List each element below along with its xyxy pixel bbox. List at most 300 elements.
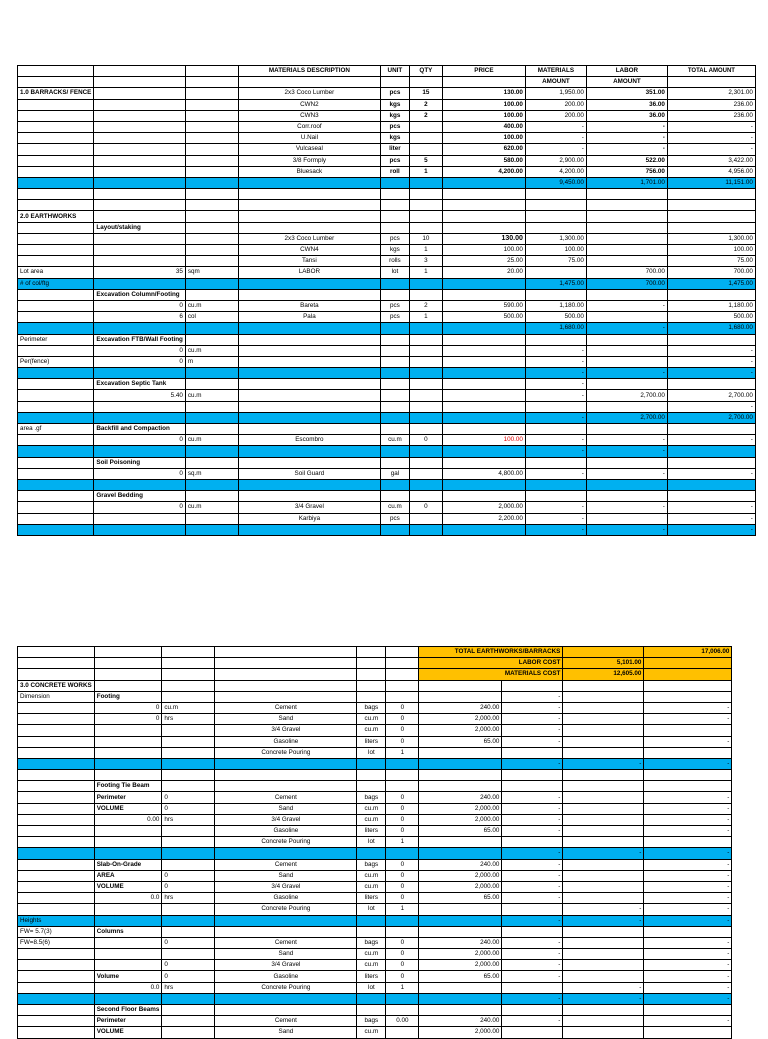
empty-cell[interactable] [215,669,357,680]
empty-cell[interactable] [215,647,357,658]
qty-cell[interactable] [409,200,442,211]
price-cell[interactable]: 2,000.00 [419,881,502,892]
materials-amount-cell[interactable]: 4,200.00 [525,166,586,177]
sub-item-cell[interactable] [94,245,186,256]
qty-input-cell[interactable] [185,289,238,300]
labor-amount-cell[interactable] [563,1016,644,1027]
total-amount-cell[interactable]: - [644,870,732,881]
description-cell[interactable]: Bareta [238,300,380,311]
unit-cell[interactable]: cu.m [357,725,386,736]
sub-item-cell[interactable] [94,680,162,691]
sub-item-cell[interactable] [94,937,162,948]
unit-cell[interactable] [380,524,409,535]
column-header[interactable] [409,77,442,88]
labor-amount-cell[interactable]: 522.00 [586,155,667,166]
labor-amount-cell[interactable]: - [586,121,667,132]
unit-cell[interactable] [380,345,409,356]
materials-amount-cell[interactable]: - [502,870,563,881]
sub-item-cell[interactable] [94,99,186,110]
sub-item-cell[interactable] [94,758,162,769]
item-cell[interactable] [18,803,95,814]
materials-amount-cell[interactable]: - [502,736,563,747]
unit-cell[interactable]: cu.m [357,803,386,814]
qty-input-cell[interactable]: 0 [162,792,215,803]
labor-amount-cell[interactable] [563,714,644,725]
labor-amount-cell[interactable] [563,971,644,982]
sub-item-cell[interactable]: Excavation Column/Footing [94,289,186,300]
sub-item-cell[interactable]: 0 [94,356,186,367]
materials-amount-cell[interactable]: - [525,468,586,479]
materials-amount-cell[interactable] [525,189,586,200]
materials-amount-cell[interactable] [502,837,563,848]
total-amount-cell[interactable]: - [667,435,755,446]
price-cell[interactable] [442,390,525,401]
qty-cell[interactable] [409,278,442,289]
unit-cell[interactable] [380,424,409,435]
qty-input-cell[interactable] [162,691,215,702]
unit-cell[interactable] [380,211,409,222]
sub-item-cell[interactable] [94,211,186,222]
unit-cell[interactable] [357,691,386,702]
description-cell[interactable] [238,390,380,401]
unit-cell[interactable] [380,189,409,200]
labor-amount-cell[interactable] [586,491,667,502]
description-cell[interactable] [238,368,380,379]
item-cell[interactable] [18,747,95,758]
labor-amount-cell[interactable] [563,747,644,758]
total-amount-cell[interactable]: 700.00 [667,267,755,278]
labor-amount-cell[interactable] [586,289,667,300]
item-cell[interactable] [18,312,94,323]
price-cell[interactable]: 2,000.00 [419,949,502,960]
description-cell[interactable] [238,289,380,300]
price-cell[interactable] [442,479,525,490]
sub-item-cell[interactable] [94,915,162,926]
total-amount-cell[interactable] [644,680,732,691]
materials-amount-cell[interactable] [502,781,563,792]
item-cell[interactable]: Perimeter [18,334,94,345]
unit-cell[interactable] [380,356,409,367]
column-header[interactable] [185,77,238,88]
item-cell[interactable] [18,479,94,490]
price-cell[interactable]: 620.00 [442,144,525,155]
materials-amount-cell[interactable]: - [502,881,563,892]
description-cell[interactable]: Concrete Pouring [215,837,357,848]
total-amount-cell[interactable]: - [644,848,732,859]
sub-item-cell[interactable] [94,412,186,423]
item-cell[interactable] [18,982,95,993]
price-cell[interactable]: 65.00 [419,971,502,982]
sub-item-cell[interactable] [94,144,186,155]
labor-amount-cell[interactable]: - [563,982,644,993]
description-cell[interactable]: Concrete Pouring [215,747,357,758]
price-cell[interactable] [442,177,525,188]
price-cell[interactable]: 2,000.00 [419,803,502,814]
description-cell[interactable]: Escombro [238,435,380,446]
qty-cell[interactable] [409,334,442,345]
materials-amount-cell[interactable]: - [525,513,586,524]
sub-item-cell[interactable]: Layout/staking [94,222,186,233]
qty-input-cell[interactable] [185,200,238,211]
empty-cell[interactable] [357,658,386,669]
sub-item-cell[interactable] [94,121,186,132]
labor-amount-cell[interactable] [563,736,644,747]
qty-cell[interactable]: 15 [409,88,442,99]
price-cell[interactable]: 2,000.00 [442,502,525,513]
materials-amount-cell[interactable]: 100.00 [525,245,586,256]
price-cell[interactable]: 130.00 [442,233,525,244]
labor-amount-cell[interactable] [586,513,667,524]
sub-item-cell[interactable]: Volume [94,971,162,982]
total-amount-cell[interactable]: 1,180.00 [667,300,755,311]
unit-cell[interactable]: cu.m [357,1027,386,1038]
qty-input-cell[interactable] [162,1016,215,1027]
empty-cell[interactable] [162,669,215,680]
labor-amount-cell[interactable] [563,725,644,736]
price-cell[interactable]: 2,000.00 [419,870,502,881]
total-amount-cell[interactable]: - [644,803,732,814]
price-cell[interactable]: 4,800.00 [442,468,525,479]
labor-amount-cell[interactable] [563,1027,644,1038]
description-cell[interactable]: Gasoline [215,971,357,982]
column-header[interactable] [94,66,186,77]
description-cell[interactable]: Sand [215,714,357,725]
qty-input-cell[interactable] [185,457,238,468]
unit-cell[interactable]: cu.m [357,960,386,971]
total-amount-cell[interactable] [667,479,755,490]
unit-cell[interactable] [380,368,409,379]
column-header[interactable] [238,77,380,88]
total-amount-cell[interactable] [644,837,732,848]
materials-amount-cell[interactable]: 200.00 [525,99,586,110]
qty-input-cell[interactable] [185,278,238,289]
qty-cell[interactable] [409,345,442,356]
sub-item-cell[interactable]: 0 [94,345,186,356]
labor-amount-cell[interactable] [586,245,667,256]
price-cell[interactable]: 65.00 [419,826,502,837]
unit-cell[interactable]: bags [357,937,386,948]
materials-amount-cell[interactable]: - [525,144,586,155]
description-cell[interactable] [215,758,357,769]
column-header[interactable]: AMOUNT [586,77,667,88]
total-amount-cell[interactable] [644,1005,732,1016]
total-amount-cell[interactable]: - [644,949,732,960]
description-cell[interactable]: Gasoline [215,826,357,837]
price-cell[interactable] [419,1005,502,1016]
qty-cell[interactable]: 2 [409,110,442,121]
total-amount-cell[interactable] [644,691,732,702]
labor-amount-cell[interactable] [563,960,644,971]
total-amount-cell[interactable] [667,222,755,233]
unit-cell[interactable] [357,915,386,926]
labor-amount-cell[interactable] [563,837,644,848]
total-amount-cell[interactable] [667,189,755,200]
materials-amount-cell[interactable] [525,479,586,490]
qty-cell[interactable]: 10 [409,233,442,244]
item-cell[interactable] [18,345,94,356]
item-cell[interactable] [18,971,95,982]
sub-item-cell[interactable] [94,133,186,144]
labor-amount-cell[interactable] [563,702,644,713]
qty-input-cell[interactable]: sqm [185,267,238,278]
materials-amount-cell[interactable]: - [525,502,586,513]
description-cell[interactable]: 2x3 Coco Lumber [238,88,380,99]
qty-input-cell[interactable] [185,155,238,166]
price-cell[interactable] [419,915,502,926]
qty-cell[interactable] [386,781,419,792]
labor-amount-cell[interactable] [563,792,644,803]
sub-item-cell[interactable]: Footing Tie Beam [94,781,162,792]
qty-cell[interactable]: 1 [386,837,419,848]
unit-cell[interactable]: liters [357,971,386,982]
materials-amount-cell[interactable]: - [502,691,563,702]
labor-amount-cell[interactable] [563,691,644,702]
total-amount-cell[interactable] [644,747,732,758]
description-cell[interactable]: Cement [215,702,357,713]
total-amount-cell[interactable]: 1,300.00 [667,233,755,244]
qty-input-cell[interactable] [185,222,238,233]
empty-cell[interactable] [215,658,357,669]
description-cell[interactable]: Sand [215,803,357,814]
sub-item-cell[interactable]: 0.0 [94,893,162,904]
unit-cell[interactable]: cu.m [357,814,386,825]
qty-input-cell[interactable] [185,479,238,490]
empty-cell[interactable] [386,647,419,658]
qty-input-cell[interactable]: m [185,356,238,367]
column-header[interactable] [667,77,755,88]
description-cell[interactable] [238,345,380,356]
item-cell[interactable] [18,245,94,256]
sub-item-cell[interactable]: VOLUME [94,1027,162,1038]
description-cell[interactable]: LABOR [238,267,380,278]
materials-amount-cell[interactable]: - [502,725,563,736]
description-cell[interactable]: Concrete Pouring [215,904,357,915]
qty-input-cell[interactable] [162,826,215,837]
labor-amount-cell[interactable] [586,189,667,200]
description-cell[interactable] [238,379,380,390]
sub-item-cell[interactable] [94,513,186,524]
price-cell[interactable]: 2,000.00 [419,1027,502,1038]
price-cell[interactable]: 590.00 [442,300,525,311]
materials-amount-cell[interactable]: 500.00 [525,312,586,323]
total-amount-cell[interactable]: - [644,915,732,926]
qty-cell[interactable] [409,222,442,233]
price-cell[interactable] [442,278,525,289]
labor-amount-cell[interactable]: - [563,993,644,1004]
unit-cell[interactable] [380,401,409,412]
sub-item-cell[interactable] [94,770,162,781]
sub-item-cell[interactable] [94,479,186,490]
empty-cell[interactable] [386,658,419,669]
labor-amount-cell[interactable] [586,457,667,468]
unit-cell[interactable] [380,379,409,390]
materials-amount-cell[interactable] [525,457,586,468]
item-cell[interactable] [18,121,94,132]
sub-item-cell[interactable]: Perimeter [94,1016,162,1027]
price-cell[interactable]: 2,200.00 [442,513,525,524]
total-amount-cell[interactable] [667,211,755,222]
sub-item-cell[interactable]: 0 [94,300,186,311]
qty-input-cell[interactable] [162,859,215,870]
unit-cell[interactable]: pcs [380,513,409,524]
qty-input-cell[interactable] [162,949,215,960]
item-cell[interactable] [18,870,95,881]
labor-amount-cell[interactable] [563,781,644,792]
price-cell[interactable]: 65.00 [419,736,502,747]
price-cell[interactable] [442,345,525,356]
price-cell[interactable] [442,379,525,390]
labor-amount-cell[interactable] [586,334,667,345]
qty-cell[interactable] [409,513,442,524]
empty-cell[interactable] [162,647,215,658]
total-amount-cell[interactable]: - [644,1016,732,1027]
price-cell[interactable]: 100.00 [442,435,525,446]
materials-amount-cell[interactable]: - [525,368,586,379]
unit-cell[interactable] [357,758,386,769]
qty-input-cell[interactable] [162,837,215,848]
qty-input-cell[interactable]: cu.m [162,702,215,713]
labor-amount-cell[interactable]: 36.00 [586,99,667,110]
sub-item-cell[interactable]: Perimeter [94,792,162,803]
qty-cell[interactable]: 0 [386,971,419,982]
price-cell[interactable]: 4,200.00 [442,166,525,177]
empty-cell[interactable] [18,669,95,680]
labor-amount-cell[interactable] [586,424,667,435]
total-amount-cell[interactable] [667,200,755,211]
total-amount-cell[interactable] [644,1027,732,1038]
sub-item-cell[interactable] [94,736,162,747]
qty-cell[interactable] [409,211,442,222]
materials-amount-cell[interactable] [502,982,563,993]
qty-cell[interactable] [386,926,419,937]
price-cell[interactable] [419,691,502,702]
materials-amount-cell[interactable] [502,747,563,758]
labor-amount-cell[interactable]: - [586,323,667,334]
item-cell[interactable] [18,1027,95,1038]
price-cell[interactable] [419,680,502,691]
qty-cell[interactable]: 0 [386,714,419,725]
sub-item-cell[interactable] [94,88,186,99]
price-cell[interactable] [442,401,525,412]
materials-amount-cell[interactable]: - [502,848,563,859]
column-header[interactable] [94,77,186,88]
qty-input-cell[interactable] [162,926,215,937]
qty-input-cell[interactable]: hrs [162,714,215,725]
qty-input-cell[interactable] [185,491,238,502]
description-cell[interactable] [215,781,357,792]
qty-input-cell[interactable] [162,725,215,736]
sub-item-cell[interactable] [94,155,186,166]
unit-cell[interactable]: gal [380,468,409,479]
qty-cell[interactable]: 0 [386,814,419,825]
sub-item-cell[interactable] [94,256,186,267]
item-cell[interactable]: FW=8.5(6) [18,937,95,948]
labor-amount-cell[interactable] [586,479,667,490]
item-cell[interactable] [18,133,94,144]
price-cell[interactable]: 400.00 [442,121,525,132]
materials-amount-cell[interactable]: 1,180.00 [525,300,586,311]
empty-cell[interactable] [94,658,162,669]
item-cell[interactable]: area .gf [18,424,94,435]
item-cell[interactable] [18,457,94,468]
unit-cell[interactable] [380,200,409,211]
description-cell[interactable] [238,491,380,502]
total-amount-cell[interactable]: 1,680.00 [667,323,755,334]
materials-amount-cell[interactable]: 1,300.00 [525,233,586,244]
labor-amount-cell[interactable]: - [563,904,644,915]
item-cell[interactable] [18,993,95,1004]
price-cell[interactable] [442,289,525,300]
qty-input-cell[interactable] [185,513,238,524]
qty-cell[interactable] [386,1027,419,1038]
total-amount-cell[interactable]: - [644,993,732,1004]
sub-item-cell[interactable]: AREA [94,870,162,881]
materials-amount-cell[interactable]: 1,950.00 [525,88,586,99]
materials-amount-cell[interactable] [525,200,586,211]
total-amount-cell[interactable] [667,379,755,390]
sub-item-cell[interactable] [94,949,162,960]
labor-amount-cell[interactable] [563,770,644,781]
sub-item-cell[interactable]: 0 [94,702,162,713]
qty-input-cell[interactable] [185,144,238,155]
item-cell[interactable] [18,960,95,971]
sub-item-cell[interactable] [94,524,186,535]
qty-cell[interactable]: 0 [409,502,442,513]
item-cell[interactable] [18,368,94,379]
labor-amount-cell[interactable] [563,870,644,881]
total-amount-cell[interactable]: 3,422.00 [667,155,755,166]
item-cell[interactable] [18,323,94,334]
description-cell[interactable]: Gasoline [215,893,357,904]
column-header[interactable]: MATERIALS DESCRIPTION [238,66,380,77]
materials-amount-cell[interactable]: - [502,1016,563,1027]
total-amount-cell[interactable]: 236.00 [667,110,755,121]
unit-cell[interactable]: kgs [380,99,409,110]
unit-cell[interactable] [380,479,409,490]
sub-item-cell[interactable]: Gravel Bedding [94,491,186,502]
sub-item-cell[interactable]: Second Floor Beams [94,1005,162,1016]
item-cell[interactable]: 2.0 EARTHWORKS [18,211,94,222]
sub-item-cell[interactable]: VOLUME [94,803,162,814]
materials-amount-cell[interactable]: - [525,524,586,535]
unit-cell[interactable]: pcs [380,300,409,311]
materials-amount-cell[interactable] [502,1027,563,1038]
item-cell[interactable] [18,1016,95,1027]
qty-cell[interactable] [409,121,442,132]
empty-cell[interactable] [357,647,386,658]
item-cell[interactable] [18,781,95,792]
total-amount-cell[interactable]: - [644,893,732,904]
labor-amount-cell[interactable] [563,680,644,691]
materials-amount-cell[interactable]: - [502,960,563,971]
materials-amount-cell[interactable]: - [502,826,563,837]
qty-cell[interactable]: 0 [386,893,419,904]
total-amount-cell[interactable]: - [644,937,732,948]
materials-amount-cell[interactable]: - [502,993,563,1004]
total-amount-cell[interactable]: 75.00 [667,256,755,267]
sub-item-cell[interactable]: 0.0 [94,982,162,993]
total-amount-cell[interactable]: - [644,960,732,971]
unit-cell[interactable]: liters [357,736,386,747]
qty-input-cell[interactable] [162,736,215,747]
qty-input-cell[interactable] [162,781,215,792]
total-amount-cell[interactable]: - [644,904,732,915]
price-cell[interactable] [442,211,525,222]
materials-amount-cell[interactable] [525,424,586,435]
materials-amount-cell[interactable] [525,222,586,233]
item-cell[interactable]: Lot area [18,267,94,278]
materials-amount-cell[interactable]: - [502,937,563,948]
